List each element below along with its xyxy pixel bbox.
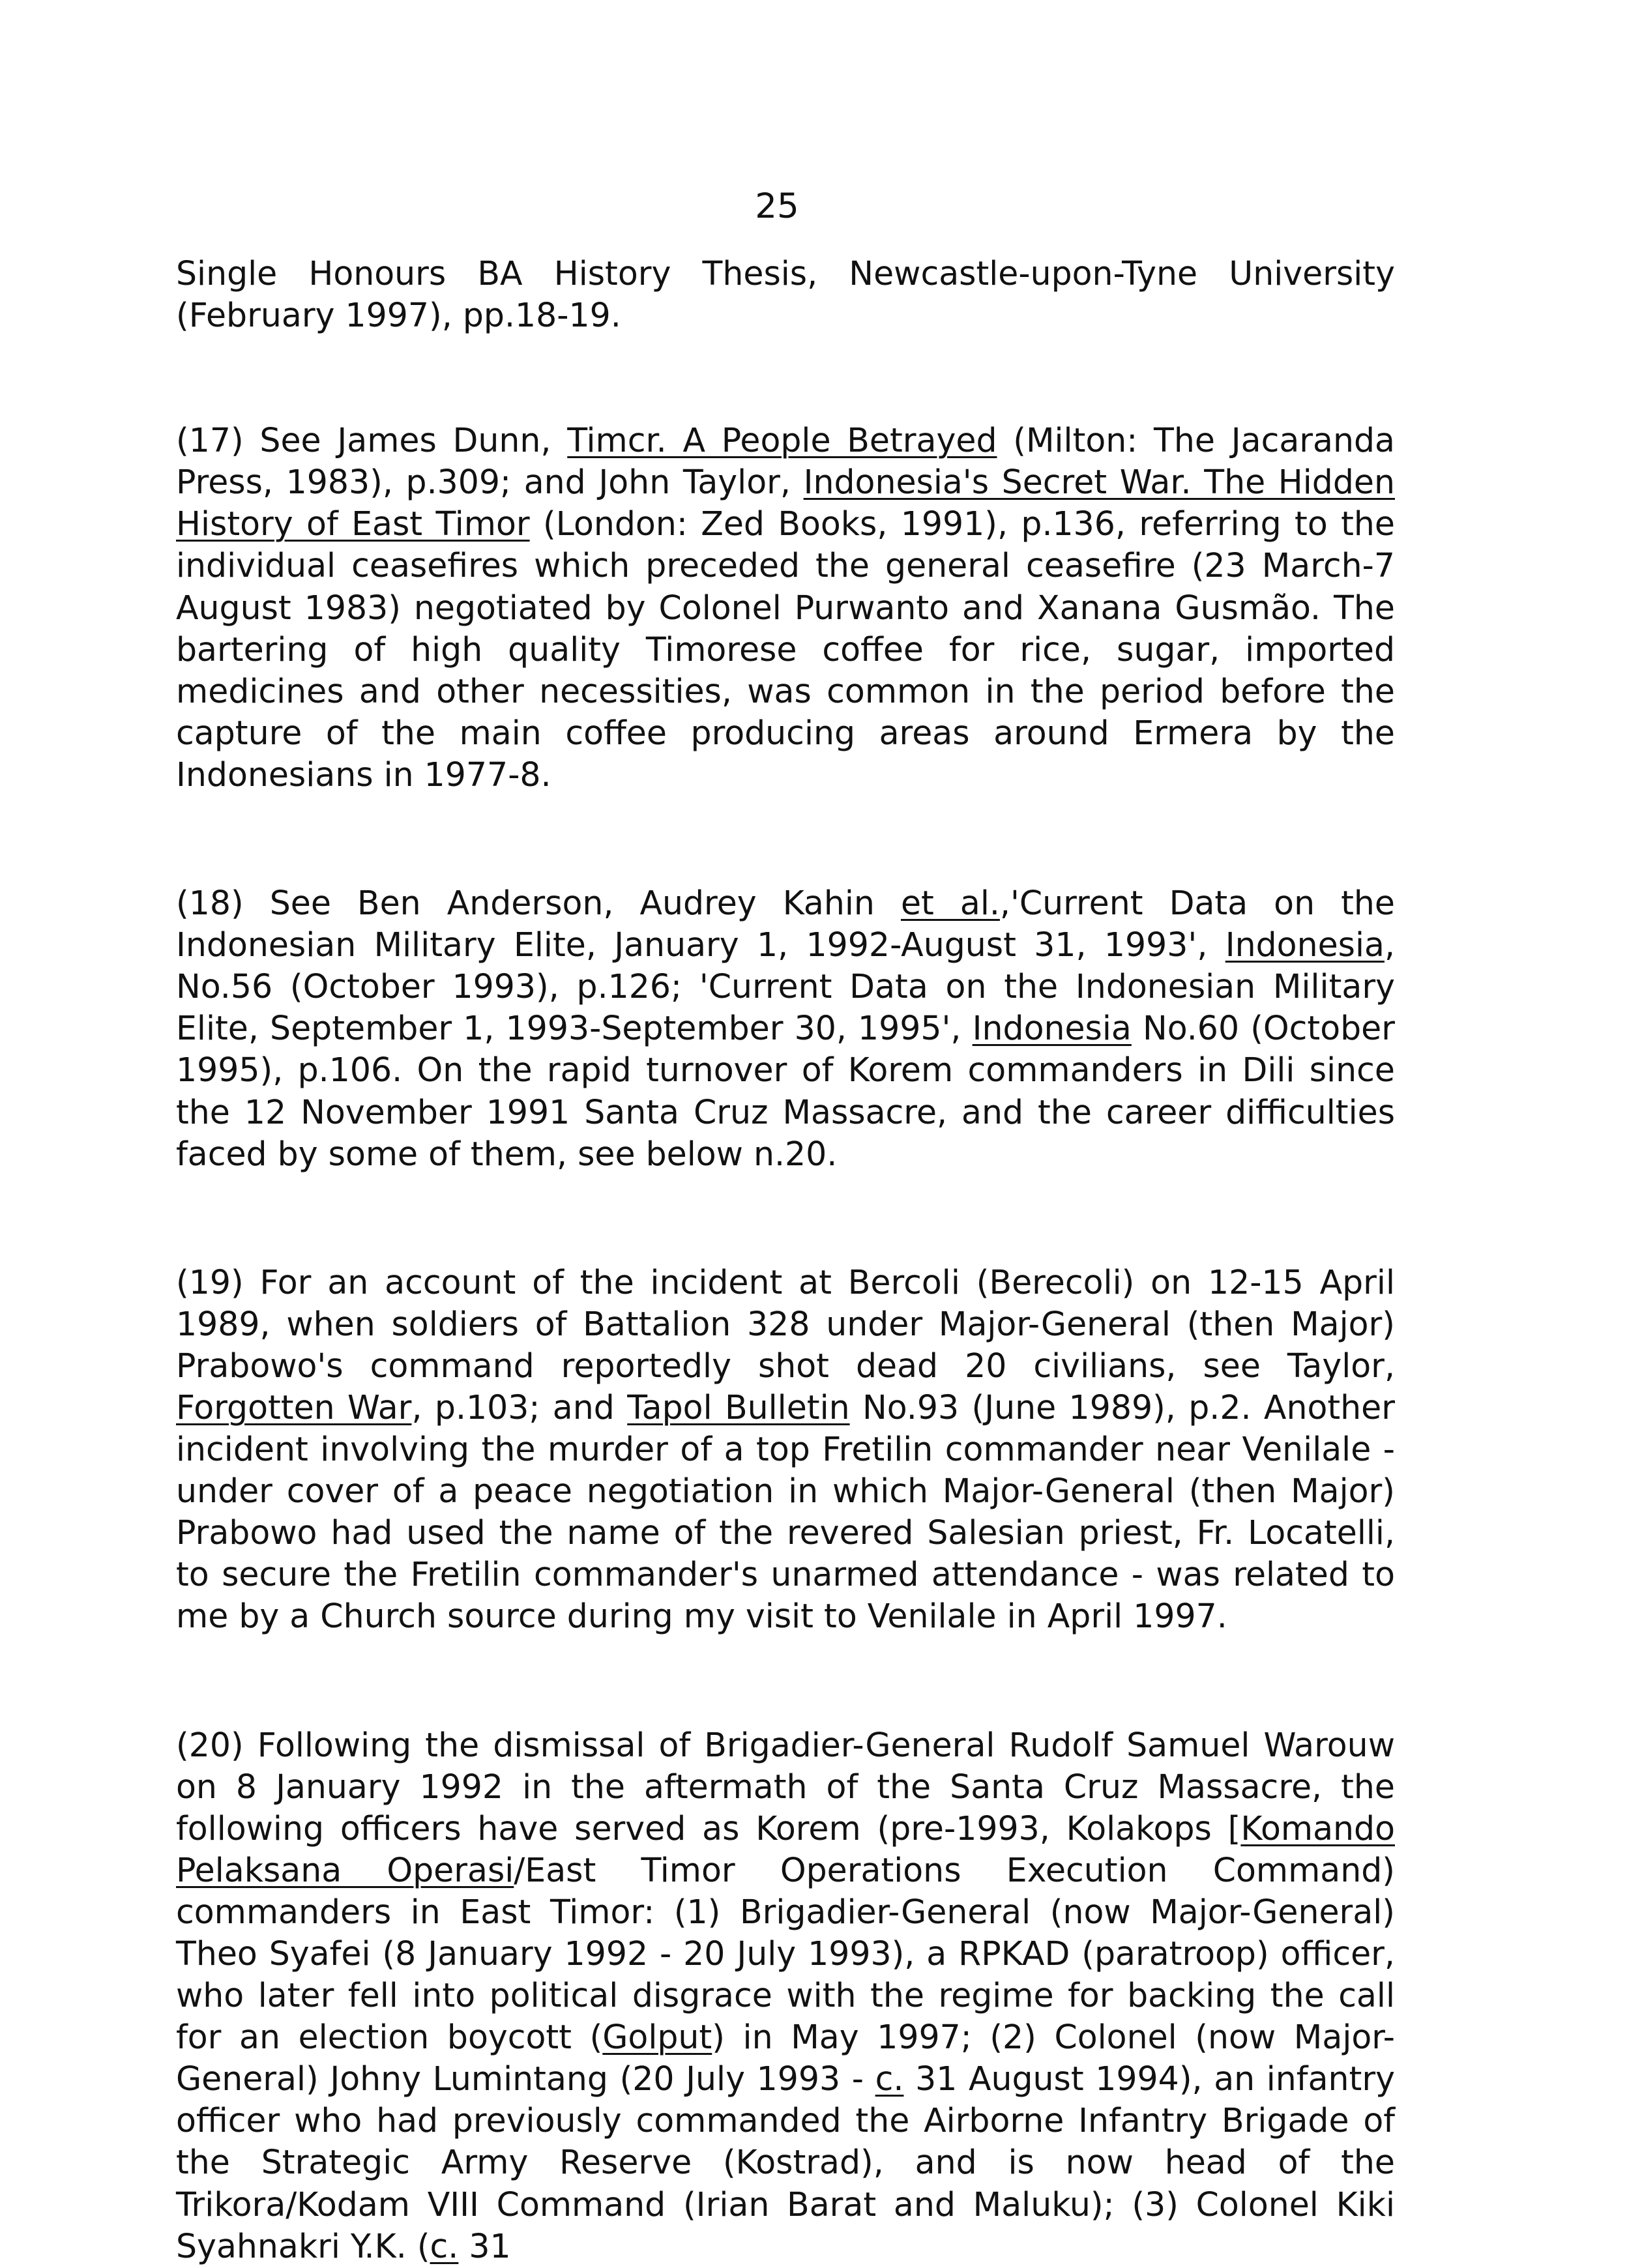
underlined-title: Indonesia's Secret War. The Hidden History of East Timor	[176, 463, 1395, 544]
footnote-18	[176, 882, 1395, 1175]
footnote-17	[176, 420, 1395, 796]
text-run: (Milton: The Jacaranda Press, 1983), p.309; and John Taylor,	[176, 421, 1395, 502]
text-run: /East Timor Operations Execution Command) commanders in East Timor: (1) Brigadier-General (now Major-General) Theo Syafei (8 January 1992 - 20 July 1993), a RPKAD (paratroop) officer, who later fell into political disgrace with the regime for backing the call for an election boycott (	[176, 1850, 1395, 2057]
text-run: (London: Zed Books, 1991), p.136, referring to the individual ceasefires which preceded the general ceasefire (23 March-7 August 1983) negotiated by Colonel Purwanto and Xanana Gusmão. The bartering of high quality Timorese coffee for rice, sugar, imported medicines and other necessities, was common in the period before the capture of the main coffee producing areas around Ermera by the Indonesians in 1977-8.	[176, 504, 1395, 794]
footnote-20	[176, 1724, 1395, 2267]
text-run: (19) For an account of the incident at Bercoli (Berecoli) on 12-15 April 1989, when soldiers of Battalion 328 under Major-General (then Major) Prabowo's command reportedly shot dead 20 civilians, see Taylor,	[176, 1262, 1395, 1385]
underlined-title: Tapol Bulletin	[627, 1388, 850, 1427]
underlined-title: c.	[875, 2059, 904, 2099]
text-run: ) in May 1997; (2) Colonel (now Major-General) Johny Lumintang (20 July 1993 -	[176, 2018, 1395, 2099]
text-run: , No.56 (October 1993), p.126; 'Current Data on the Indonesian Military Elite, September 1, 1993-September 30, 1995',	[176, 925, 1395, 1048]
text-run: ,'Current Data on the Indonesian Military Elite, January 1, 1992-August 31, 1993',	[176, 884, 1396, 965]
underlined-title: Indonesia	[1225, 925, 1385, 965]
text-run: No.93 (June 1989), p.2. Another incident involving the murder of a top Fretilin commander near Venilale - under cover of a peace negotiation in which Major-General (then Major) Prabowo had used the name of the revered Salesian priest, Fr. Locatelli, to secure the Fretilin commander's unarmed attendance - was related to me by a Church source during my visit to Venilale in April 1997.	[176, 1388, 1395, 1636]
text-run: , p.103; and	[411, 1388, 628, 1427]
text-run: No.60 (October 1995), p.106. On the rapid turnover of Korem commanders in Dili since the 12 November 1991 Santa Cruz Massacre, and the career difficulties faced by some of them, see below n.20.	[176, 1009, 1395, 1173]
underlined-title: Golput	[602, 2018, 712, 2057]
underlined-title: Timcr. A People Betrayed	[567, 421, 997, 460]
text-run: (17) See James Dunn,	[176, 421, 568, 460]
underlined-title: Indonesia	[972, 1009, 1132, 1048]
footnote-19	[176, 1262, 1395, 1638]
underlined-title: Komando Pelaksana Operasi	[176, 1809, 1395, 1889]
text-run: (20) Following the dismissal of Brigadier-General Rudolf Samuel Warouw on 8 January 1992 in the aftermath of the Santa Cruz Massacre, the following officers have served as Korem (pre-1993, Kolakops [	[176, 1725, 1395, 1848]
page-number: 25	[755, 186, 799, 226]
text-run: 31	[458, 2226, 511, 2265]
text-run: (18) See Ben Anderson, Audrey Kahin	[176, 884, 901, 923]
text-run: Single Honours BA History Thesis, Newcastle-upon-Tyne University (February 1997), pp.18-19.	[176, 254, 1395, 335]
underlined-title: c.	[430, 2226, 459, 2265]
underlined-title: Forgotten War	[176, 1388, 412, 1427]
footnotes-body	[176, 253, 1395, 2267]
footnote-continuation	[176, 253, 1395, 336]
underlined-title: et al.	[900, 884, 1000, 923]
text-run: 31 August 1994), an infantry officer who had previously commanded the Airborne Infantry Brigade of the Strategic Army Reserve (Kostrad), and is now head of the Trikora/Kodam VIII Command (Irian Barat and Maluku); (3) Colonel Kiki Syahnakri Y.K. (	[176, 2059, 1395, 2265]
